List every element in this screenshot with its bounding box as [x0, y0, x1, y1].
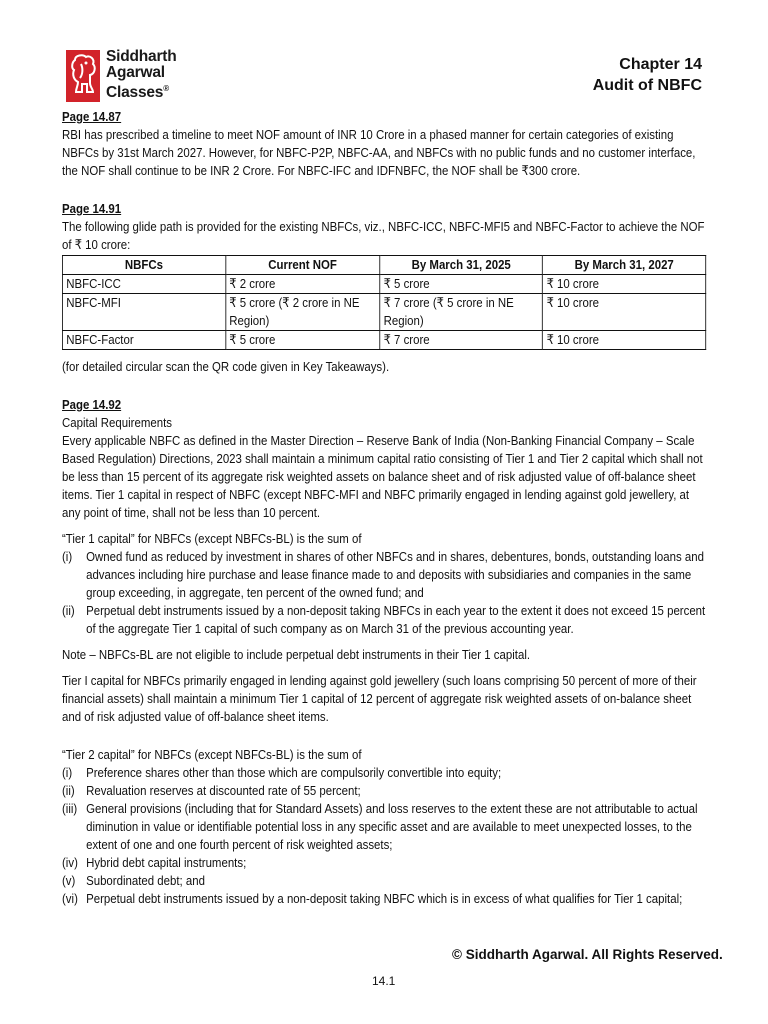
list-item [62, 764, 706, 782]
chapter-heading [593, 54, 702, 96]
page-ref-14-92: Page 14.92 [62, 397, 122, 412]
chapter-title: Audit of NBFC [592, 77, 702, 94]
table-cell: ₹ 2 crore [225, 275, 379, 294]
list-number: (i) [62, 765, 73, 780]
tier2-list [62, 764, 706, 908]
logo-line-2: Agarwal [106, 64, 165, 81]
brand-logo [66, 47, 190, 103]
qr-code-note: (for detailed circular scan the QR code given in Key Takeaways). [62, 359, 390, 374]
logo-line-1: Siddharth [106, 48, 177, 65]
list-text: Owned fund as reduced by investment in shares of other NBFCs and in shares, debentures, bonds, outstanding loans and advances including hire purchase and lease finance made to and deposits with subsidiaries and companies in the same group exceeding, in aggregate, ten percent of the owned fund; and [86, 549, 704, 600]
table-header-cell: Current NOF [225, 256, 379, 275]
list-item [62, 890, 706, 908]
page-ref-14-87: Page 14.87 [62, 109, 122, 124]
table-header-row [62, 256, 705, 275]
table-cell: ₹ 7 crore (₹ 5 crore in NE Region) [380, 294, 543, 331]
table-cell: NBFC-Factor [62, 331, 225, 350]
list-text: Revaluation reserves at discounted rate of 55 percent; [86, 783, 361, 798]
capital-ratio-paragraph: Every applicable NBFC as defined in the Master Direction – Reserve Bank of India (Non-Banking Financial Company – Scale Based Regulation) Directions, 2023 shall maintain a minimum capital ratio consisting of Tier 1 and Tier 2 capital which shall not be less than 15 percent of its aggregate risk weighted assets on balance sheet and of risk adjusted value of off-balance sheet items. Tier 1 capital in respect of NBFC (except NBFC-MFI and NBFC primarily engaged in lending against gold jewellery, at any point of time, shall not be less than 10 percent. [62, 433, 703, 520]
nbfc-bl-note: Note – NBFCs-BL are not eligible to include perpetual debt instruments in their Tier 1 capital. [62, 647, 531, 662]
nof-timeline-paragraph: RBI has prescribed a timeline to meet NOF amount of INR 10 Crore in a phased manner for certain categories of existing NBFCs by 31st March 2027. However, for NBFC-P2P, NBFC-AA, and NBFCs with no public funds and no customer interface, the NOF shall continue to be INR 2 Crore. For NBFC-IFC and IDFNBFC, the NOF shall be ₹300 crore. [62, 127, 696, 178]
copyright-footer: © Siddharth Agarwal. All Rights Reserved. [452, 947, 723, 962]
page-ref-14-91: Page 14.91 [62, 201, 122, 216]
tier2-intro: “Tier 2 capital” for NBFCs (except NBFCs-BL) is the sum of [62, 747, 362, 762]
table-cell: NBFC-MFI [62, 294, 225, 331]
tier1-list [62, 548, 706, 638]
table-header-cell: NBFCs [62, 256, 225, 275]
list-number: (iv) [62, 855, 78, 870]
list-number: (v) [62, 873, 76, 888]
list-item [62, 800, 706, 854]
page-content [62, 108, 706, 908]
table-row [62, 331, 705, 350]
page-number: 14.1 [372, 974, 396, 988]
list-text: Preference shares other than those which are compulsorily convertible into equity; [86, 765, 502, 780]
table-cell: NBFC-ICC [62, 275, 225, 294]
list-item [62, 782, 706, 800]
table-row [62, 294, 705, 331]
logo-line-3: Classes [106, 84, 164, 102]
table-cell: ₹ 10 crore [543, 275, 706, 294]
list-text: Subordinated debt; and [86, 873, 205, 888]
table-cell: ₹ 7 crore [380, 331, 543, 350]
list-number: (i) [62, 549, 73, 564]
table-cell: ₹ 10 crore [543, 294, 706, 331]
table-cell: ₹ 10 crore [543, 331, 706, 350]
gold-jewellery-paragraph: Tier I capital for NBFCs primarily engaged in lending against gold jewellery (such loans comprising 50 percent of more of their financial assets) shall maintain a minimum Tier 1 capital of 12 percent of aggregate risk weighted assets of on-balance sheet and of risk adjusted value of off-balance sheet items. [62, 673, 697, 724]
table-cell: ₹ 5 crore [225, 331, 379, 350]
chapter-number: Chapter 14 [619, 56, 702, 73]
list-text: Perpetual debt instruments issued by a non-deposit taking NBFC which is in excess of what qualifies for Tier 1 capital; [86, 891, 683, 906]
list-number: (vi) [62, 891, 78, 906]
list-item [62, 602, 706, 638]
nof-glide-path-table [62, 255, 706, 350]
logo-wordmark [106, 49, 177, 101]
elephant-logo-icon [66, 50, 100, 102]
list-text: Hybrid debt capital instruments; [86, 855, 247, 870]
registered-mark: ® [163, 84, 169, 93]
list-number: (ii) [62, 603, 75, 618]
list-text: Perpetual debt instruments issued by a non-deposit taking NBFCs in each year to the extent it does not exceed 15 percent of the aggregate Tier 1 capital of such company as on March 31 of the previous accounting year. [86, 603, 706, 636]
tier1-intro: “Tier 1 capital” for NBFCs (except NBFCs-BL) is the sum of [62, 531, 362, 546]
table-header-cell: By March 31, 2027 [543, 256, 706, 275]
list-number: (iii) [62, 801, 78, 816]
table-cell: ₹ 5 crore (₹ 2 crore in NE Region) [225, 294, 379, 331]
list-item [62, 854, 706, 872]
list-number: (ii) [62, 783, 75, 798]
table-cell: ₹ 5 crore [380, 275, 543, 294]
capital-requirements-subheading: Capital Requirements [62, 415, 172, 430]
glide-path-intro: The following glide path is provided for the existing NBFCs, viz., NBFC-ICC, NBFC-MFI5 and NBFC-Factor to achieve the NOF of ₹ 10 crore: [62, 219, 705, 252]
table-header-cell: By March 31, 2025 [380, 256, 543, 275]
table-row [62, 275, 705, 294]
list-item [62, 548, 706, 602]
list-text: General provisions (including that for Standard Assets) and loss reserves to the extent these are not attributable to actual diminution in value or identifiable potential loss in any specific asset and are available to meet unexpected losses, to the extent of one and one fourth percent of risk weighted assets; [86, 801, 698, 852]
list-item [62, 872, 706, 890]
